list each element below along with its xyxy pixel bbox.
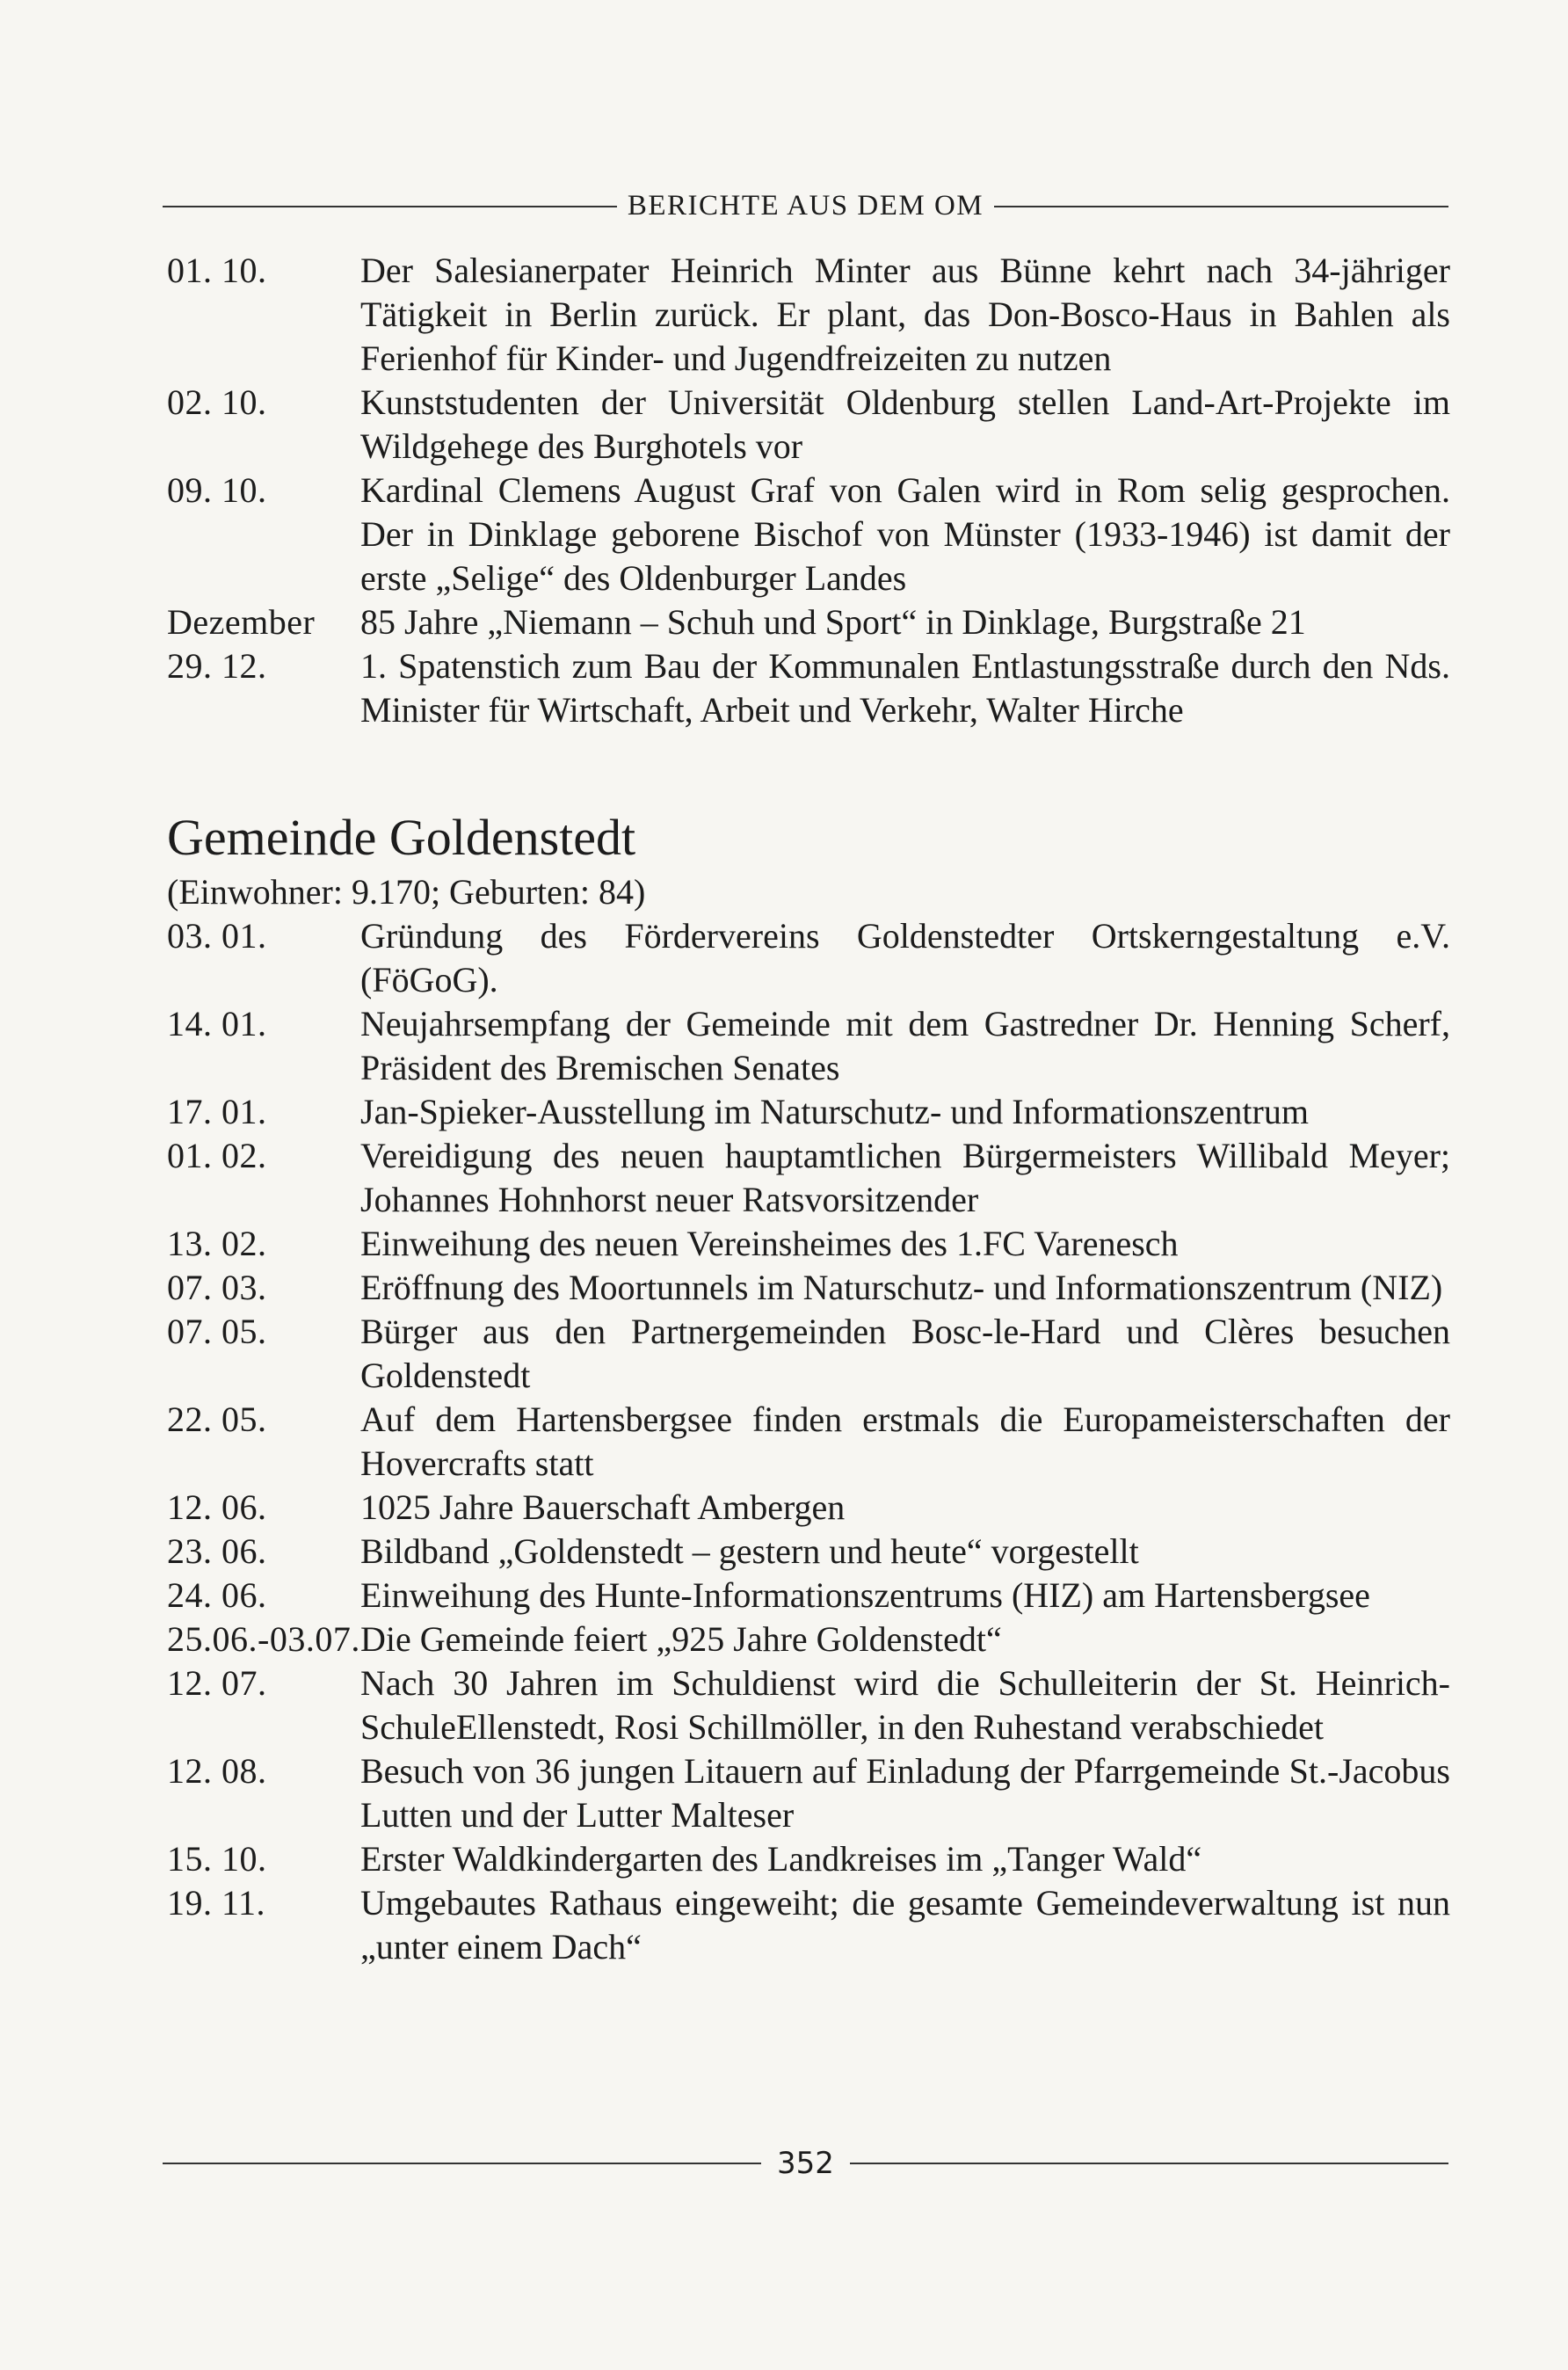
- entry-text: Kunststudenten der Universität Oldenburg stellen Land-Art-Projekte im Wildgehege des Burghotels vor: [360, 382, 1450, 466]
- page-footer: [163, 2146, 1448, 2181]
- chronicle-entry: [167, 469, 1450, 600]
- entry-text: Erster Waldkindergarten des Landkreises im „Tanger Wald“: [360, 1839, 1202, 1879]
- header-rule-left: [163, 206, 617, 207]
- entry-text: Der Salesianerpater Heinrich Minter aus Bünne kehrt nach 34-jähriger Tätigkeit in Berlin zurück. Er plant, das Don-Bosco-Haus in Bahlen als Ferienhof für Kinder- und Jugendfreizeiten zu nutzen: [360, 251, 1450, 378]
- entry-date: 17. 01.: [167, 1092, 267, 1131]
- entry-date: 14. 01.: [167, 1004, 267, 1043]
- section-title: Gemeinde Goldenstedt: [167, 809, 636, 866]
- chronicle-entry: [167, 1266, 1450, 1310]
- entry-text: Neujahrsempfang der Gemeinde mit dem Gastredner Dr. Henning Scherf, Präsident des Bremischen Senates: [360, 1004, 1450, 1087]
- chronicle-entry: [167, 1837, 1450, 1881]
- entry-text: 1. Spatenstich zum Bau der Kommunalen Entlastungsstraße durch den Nds. Minister für Wirtschaft, Arbeit und Verkehr, Walter Hirche: [360, 646, 1450, 730]
- chronicle-entry: [167, 600, 1450, 644]
- footer-rule-left: [163, 2163, 761, 2164]
- section-meta: (Einwohner: 9.170; Geburten: 84): [167, 872, 646, 912]
- chronicle-entry: [167, 1881, 1450, 1969]
- chronicle-entry: [167, 1661, 1450, 1749]
- entry-date: 29. 12.: [167, 646, 267, 686]
- chronicle-entry: [167, 1486, 1450, 1530]
- chronicle-entry: [167, 1222, 1450, 1266]
- chronicle-goldenstedt-list: [167, 914, 1450, 1969]
- entry-date: 07. 03.: [167, 1268, 267, 1307]
- entry-text: Auf dem Hartensbergsee finden erstmals die Europameisterschaften der Hovercrafts statt: [360, 1399, 1450, 1483]
- entry-date: 07. 05.: [167, 1312, 267, 1351]
- entry-text: Einweihung des neuen Vereinsheimes des 1.FC Varenesch: [360, 1224, 1179, 1263]
- running-header-title: BERICHTE AUS DEM OM: [627, 190, 984, 222]
- entry-date: 03. 01.: [167, 916, 267, 956]
- chronicle-entry: [167, 1002, 1450, 1090]
- entry-date: 01. 10.: [167, 251, 267, 290]
- chronicle-entry: [167, 1574, 1450, 1618]
- chronicle-entry: [167, 644, 1450, 732]
- chronicle-entry: [167, 249, 1450, 381]
- footer-rule-right: [850, 2163, 1448, 2164]
- entry-text: Umgebautes Rathaus eingeweiht; die gesamte Gemeindeverwaltung ist nun „unter einem Dach“: [360, 1883, 1450, 1967]
- entry-text: Gründung des Fördervereins Goldenstedter Ortskerngestaltung e.V. (FöGoG).: [360, 916, 1450, 1000]
- entry-date: 23. 06.: [167, 1531, 267, 1571]
- entry-text: Bildband „Goldenstedt – gestern und heute“ vorgestellt: [360, 1531, 1139, 1571]
- entry-date: 15. 10.: [167, 1839, 267, 1879]
- entry-date: 22. 05.: [167, 1399, 267, 1439]
- entry-text: 85 Jahre „Niemann – Schuh und Sport“ in Dinklage, Burgstraße 21: [360, 602, 1306, 642]
- entry-text: 1025 Jahre Bauerschaft Ambergen: [360, 1487, 846, 1527]
- entry-text: Eröffnung des Moortunnels im Naturschutz- und Informationszentrum (NIZ): [360, 1268, 1443, 1307]
- entry-date: 12. 06.: [167, 1487, 267, 1527]
- chronicle-entry: [167, 1090, 1450, 1134]
- running-header: [163, 190, 1448, 222]
- chronicle-entry: [167, 1398, 1450, 1486]
- chronicle-entry: [167, 914, 1450, 1002]
- chronicle-entry: [167, 1618, 1450, 1661]
- entry-date: 09. 10.: [167, 470, 267, 510]
- entry-date: 24. 06.: [167, 1575, 267, 1615]
- chronicle-entry: [167, 1134, 1450, 1222]
- entry-date: 12. 07.: [167, 1663, 267, 1703]
- chronicle-entry: [167, 1749, 1450, 1837]
- chronicle-entry: [167, 1530, 1450, 1574]
- entry-date: 25.06.-03.07.: [167, 1619, 360, 1659]
- entry-text: Nach 30 Jahren im Schuldienst wird die Schulleiterin der St. Heinrich-SchuleEllenstedt, Rosi Schillmöller, in den Ruhestand verabschiedet: [360, 1663, 1450, 1747]
- header-rule-right: [994, 206, 1448, 207]
- entry-text: Jan-Spieker-Ausstellung im Naturschutz- und Informationszentrum: [360, 1092, 1309, 1131]
- entry-date: 13. 02.: [167, 1224, 267, 1263]
- entry-date: 02. 10.: [167, 382, 267, 422]
- entry-date: 19. 11.: [167, 1883, 266, 1923]
- chronicle-entry: [167, 1310, 1450, 1398]
- entry-date: Dezember: [167, 602, 316, 642]
- entry-text: Kardinal Clemens August Graf von Galen wird in Rom selig gesprochen. Der in Dinklage geborene Bischof von Münster (1933-1946) ist damit der erste „Selige“ des Oldenburger Landes: [360, 470, 1450, 598]
- entry-date: 12. 08.: [167, 1751, 267, 1791]
- entry-text: Bürger aus den Partnergemeinden Bosc-le-Hard und Clères besuchen Goldenstedt: [360, 1312, 1450, 1395]
- entry-text: Einweihung des Hunte-Informationszentrums (HIZ) am Hartensbergsee: [360, 1575, 1370, 1615]
- entry-text: Die Gemeinde feiert „925 Jahre Goldenstedt“: [360, 1619, 1002, 1659]
- entry-date: 01. 02.: [167, 1136, 267, 1175]
- entry-text: Vereidigung des neuen hauptamtlichen Bürgermeisters Willibald Meyer; Johannes Hohnhorst neuer Ratsvorsitzender: [360, 1136, 1450, 1219]
- chronicle-entry: [167, 381, 1450, 469]
- chronicle-upper-list: [167, 249, 1450, 732]
- entry-text: Besuch von 36 jungen Litauern auf Einladung der Pfarrgemeinde St.-Jacobus Lutten und der Lutter Malteser: [360, 1751, 1450, 1835]
- page-number: 352: [777, 2146, 834, 2181]
